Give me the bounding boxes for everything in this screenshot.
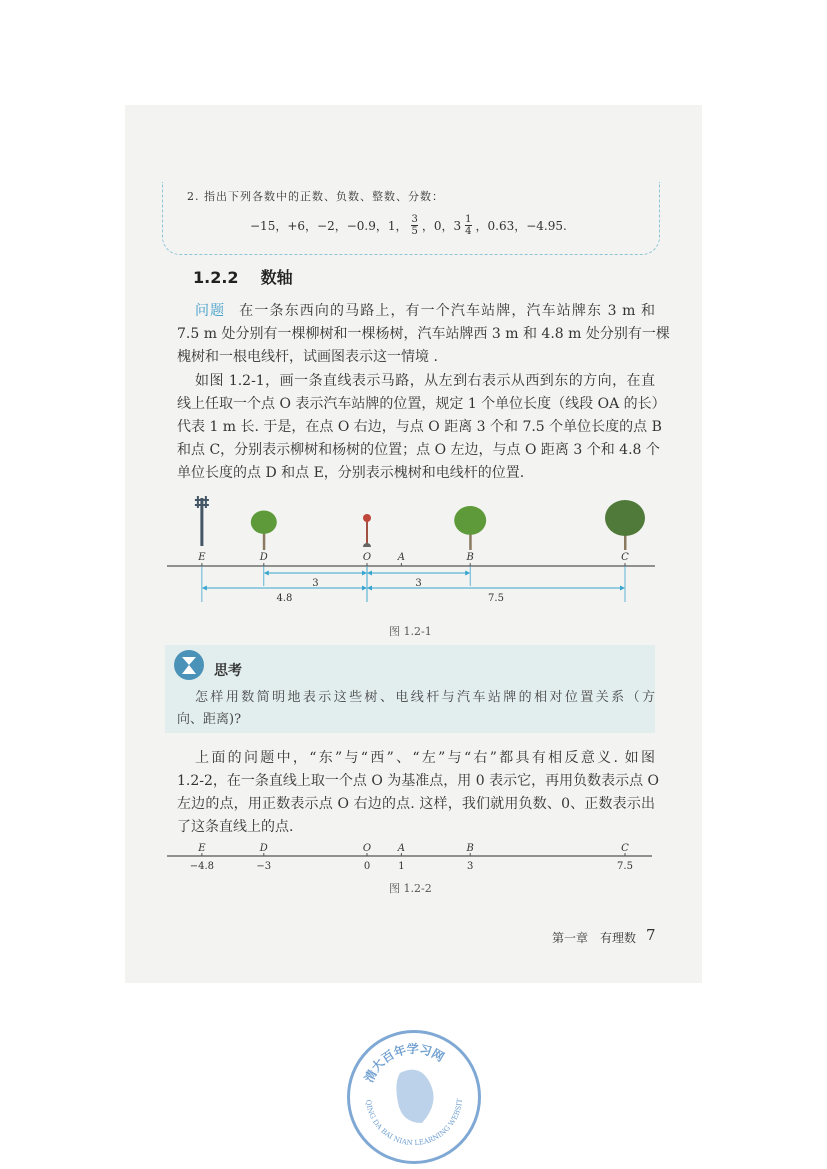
para1-line: 如图 1.2-1，画一条直线表示马路，从左到右表示从西到东的方向，在直 [195,373,655,389]
point-value-C: 7.5 [617,861,633,872]
point-label-C: C [621,843,629,854]
point-label-A: A [397,552,406,563]
tree-icon [454,506,486,535]
problem-line: 槐树和一根电线杆，试画图表示这一情境 . [177,349,438,365]
point-label-B: B [466,843,474,854]
para1-line: 线上任取一个点 O 表示汽车站牌的位置，规定 1 个单位长度（线段 OA 的长） [177,396,666,412]
figure-1-number-line [0,490,827,610]
svg-text:清大百年学习网: 清大百年学习网 [361,1041,447,1085]
section-heading: 1.2.2 数轴 [193,268,293,287]
para2-line: 上面的问题中，“东”与“西”、“左”与“右”都具有相反意义. 如图 [195,750,655,766]
para1-line: 和点 C，分别表示柳树和杨树的位置；点 O 左边，与点 O 距离 3 个和 4.8 个 [177,442,660,458]
point-label-D: D [259,552,268,563]
para1-line: 代表 1 m 长. 于是，在点 O 右边，与点 O 距离 3 个和 7.5 个单位长度的点 B [177,419,662,435]
fraction-3-5: $\frac{3}{5}$ [411,214,418,237]
watermark-logo [347,1030,481,1164]
point-value-E: −4.8 [189,861,215,872]
think-icon [174,650,204,680]
point-label-C: C [621,552,629,563]
point-label-E: E [198,843,206,854]
svg-text:QING DA BAI NIAN LEARNING WEBS: QING DA BAI NIAN LEARNING WEBSIT [364,1098,465,1148]
point-value-D: −3 [256,861,272,872]
dimension-label: 3 [415,578,422,589]
bus-stop-base-icon [363,543,371,547]
point-value-A: 1 [398,861,405,872]
chapter-footer: 第一章 有理数 [552,931,637,945]
exercise-prompt: 2. 指出下列各数中的正数、负数、整数、分数： [187,190,444,203]
point-label-A: A [397,843,406,854]
think-title: 思考 [214,663,242,679]
point-label-B: B [466,552,474,563]
tree-icon [251,511,277,534]
para2-line: 左边的点，用正数表示点 O 右边的点. 这样，我们就用负数、0、正数表示出 [177,796,655,812]
think-line: 怎样用数简明地表示这些树、电线杆与汽车站牌的相对位置关系（方 [195,690,655,705]
page-number: 7 [646,926,656,944]
point-label-E: E [198,552,206,563]
para2-line: 了这条直线上的点. [177,819,294,835]
exercise-numbers: −15，+6，−2，−0.9，1， $\frac{3}{5}$ ，0，3 $\frac{1}{4}$ ，0.63，−4.95. [250,214,567,237]
para1-line: 单位长度的点 D 和点 E，分别表示槐树和电线杆的位置. [177,465,525,481]
think-line: 向、距离)? [177,712,242,727]
bus-stop-sign-icon [363,514,371,522]
dimension-label: 3 [312,578,319,589]
dimension-label: 4.8 [276,593,293,604]
figure-2-caption: 图 1.2-2 [389,882,432,895]
problem-line: 7.5 m 处分别有一棵柳树和一棵杨树，汽车站牌西 3 m 和 4.8 m 处分别有一棵 [177,326,670,342]
tree-icon [605,500,645,536]
bus-stop-pole-icon [366,518,368,546]
dimension-label: 7.5 [488,593,504,604]
problem-line: 问题 在一条东西向的马路上，有一个汽车站牌，汽车站牌东 3 m 和 [195,303,655,319]
figure-1-caption: 图 1.2-1 [389,625,432,638]
point-label-D: D [259,843,268,854]
fraction-1-4: $\frac{1}{4}$ [465,214,472,237]
point-label-O: O [362,843,372,854]
figure-2-number-line [0,835,827,880]
point-label-O: O [362,552,372,563]
point-value-B: 3 [467,861,474,872]
para2-line: 1.2-2，在一条直线上取一个点 O 为基准点，用 0 表示它，再用负数表示点 O [177,773,660,789]
point-value-O: 0 [363,861,371,872]
